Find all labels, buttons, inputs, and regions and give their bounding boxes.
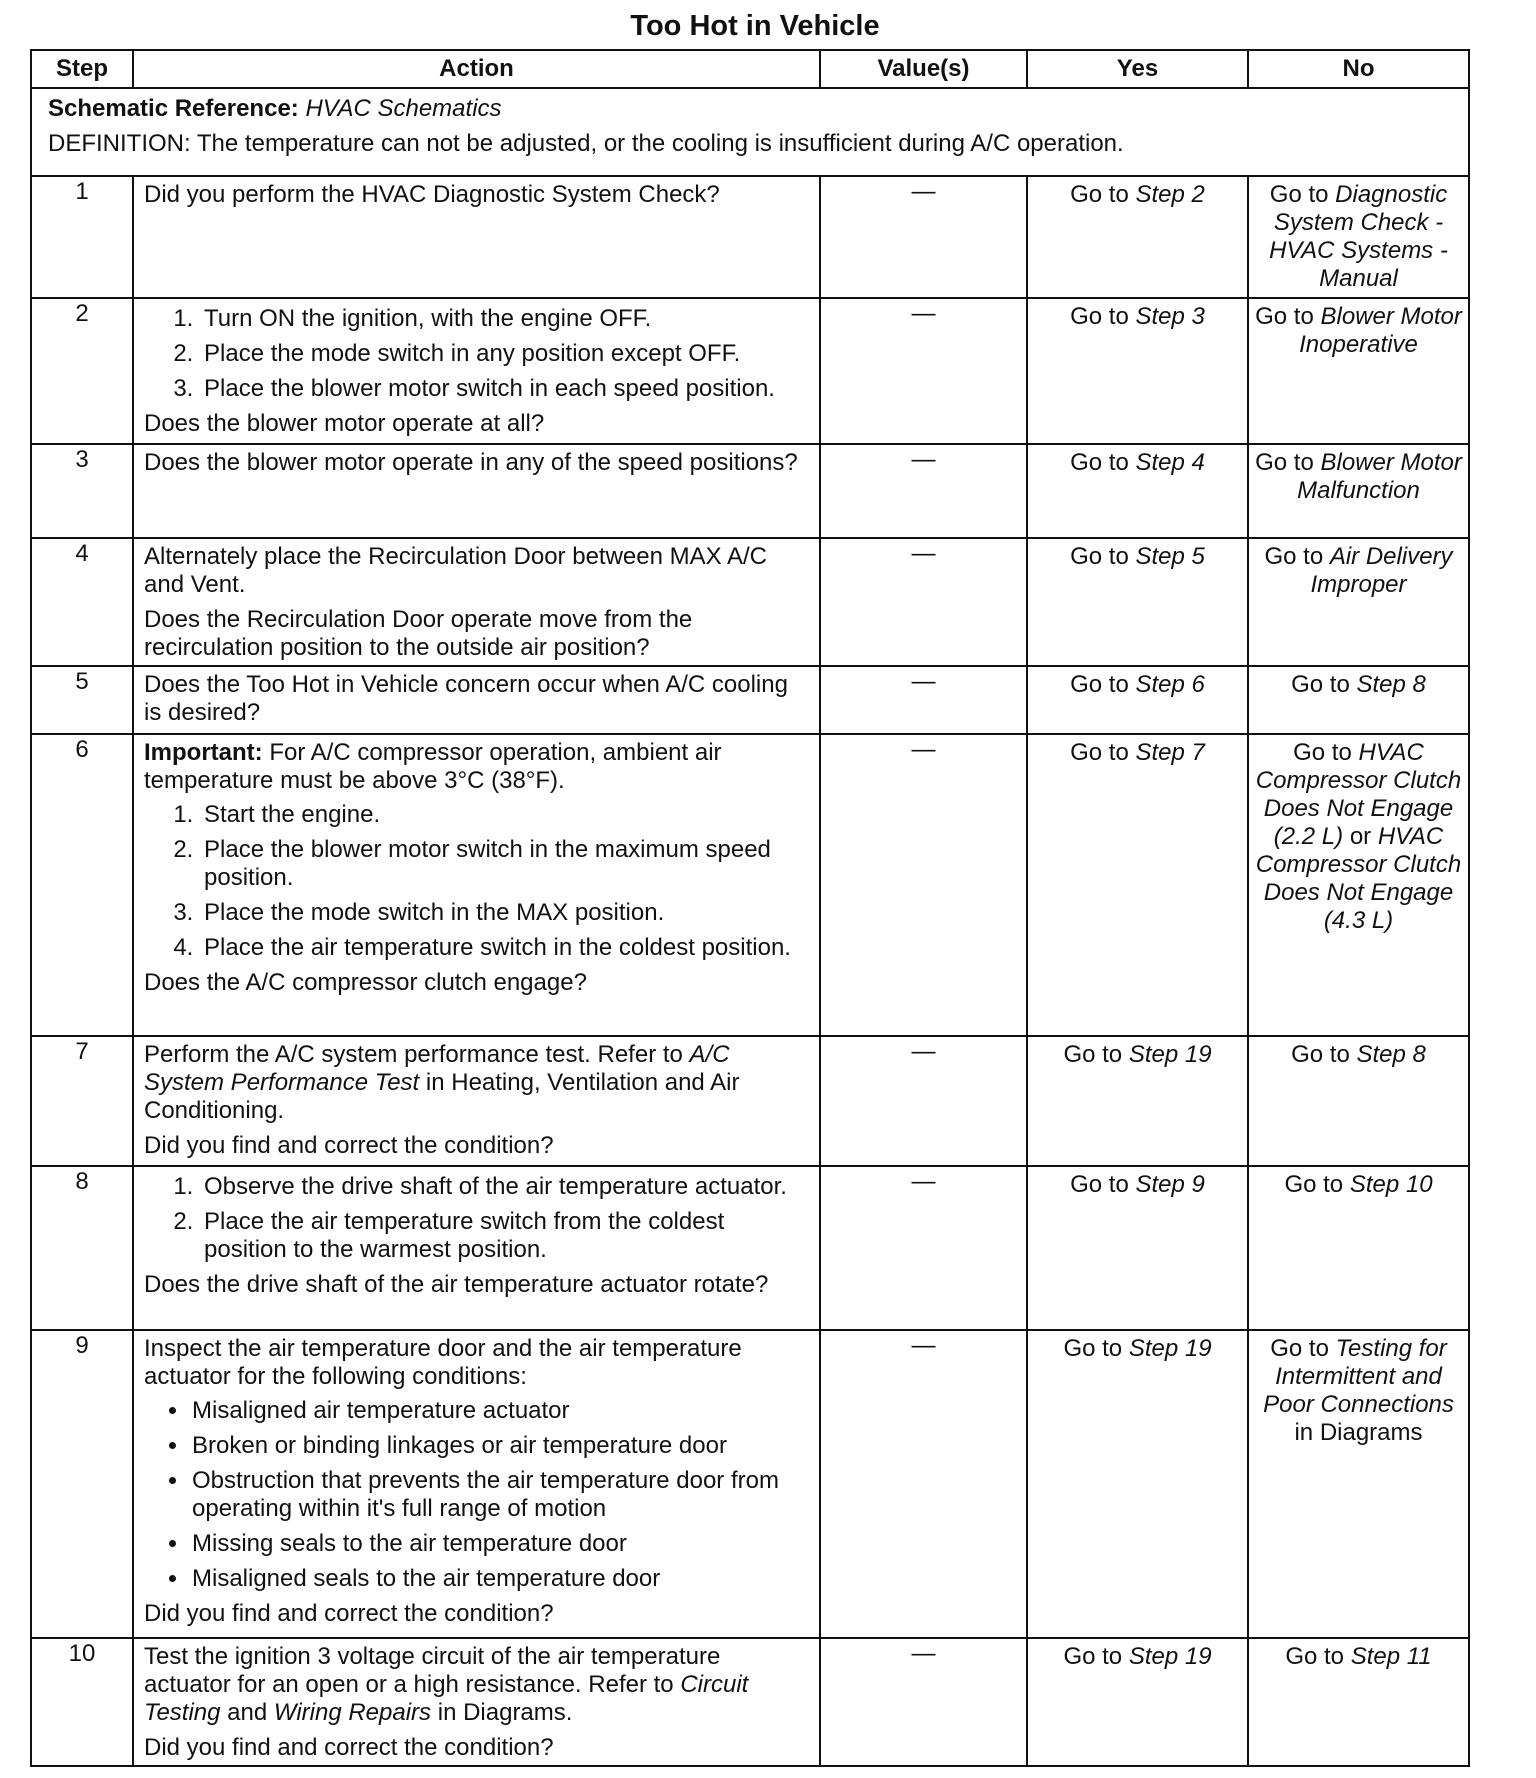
value-cell <box>820 298 1027 444</box>
no-link[interactable]: Blower Motor Inoperative <box>1299 303 1462 358</box>
no-link[interactable]: Step 8 <box>1356 1041 1426 1068</box>
table-row <box>31 1166 1469 1330</box>
value-dash: — <box>911 668 936 695</box>
schematic-reference-link[interactable]: HVAC Schematics <box>305 95 502 122</box>
go-to-text: Go to <box>1284 1171 1344 1198</box>
diagnostic-table <box>30 49 1470 1767</box>
action-step: 2. Place the air temperature switch from the coldest position to the warmest position. <box>200 1208 811 1264</box>
action-step: 4. Place the air temperature switch in the coldest position. <box>200 934 811 962</box>
action-text-post: in Diagrams. <box>437 1699 573 1726</box>
important-note <box>144 739 811 795</box>
action-text-pre: Perform the A/C system performance test. Refer to <box>144 1041 683 1068</box>
yes-cell <box>1027 1166 1248 1330</box>
reference-link[interactable]: A/C System Performance Test <box>144 1041 730 1096</box>
action-text <box>144 1041 811 1125</box>
reference-cell <box>31 88 1469 176</box>
no-cell <box>1248 666 1469 734</box>
value-cell <box>820 538 1027 666</box>
step-number: 3 <box>31 444 133 538</box>
action-step: 1. Start the engine. <box>200 801 811 829</box>
go-to-text: Go to <box>1291 671 1350 698</box>
action-text: Does the Too Hot in Vehicle concern occur when A/C cooling is desired? <box>144 671 788 726</box>
important-text: For A/C compressor operation, ambient air temperature must be above 3°C (38°F). <box>144 739 722 794</box>
action-cell <box>133 298 820 444</box>
no-cell <box>1248 1638 1469 1766</box>
yes-cell <box>1027 298 1248 444</box>
no-cell <box>1248 538 1469 666</box>
go-to-text: Go to <box>1070 1171 1129 1198</box>
table-row <box>31 538 1469 666</box>
no-link[interactable]: Testing for Intermittent and Poor Connections <box>1263 1335 1454 1418</box>
value-cell <box>820 176 1027 298</box>
no-cell <box>1248 176 1469 298</box>
action-cell <box>133 444 820 538</box>
yes-link[interactable]: Step 3 <box>1135 303 1205 330</box>
no-or-text: or <box>1349 823 1372 850</box>
no-link-a[interactable]: HVAC Compressor Clutch Does Not Engage (2.2 L) <box>1255 739 1462 850</box>
action-question: Does the blower motor operate at all? <box>144 410 545 437</box>
yes-cell <box>1027 734 1248 1036</box>
go-to-text: Go to <box>1070 671 1129 698</box>
go-to-text: Go to <box>1285 1643 1345 1670</box>
value-dash: — <box>911 540 936 567</box>
step-number: 4 <box>31 538 133 666</box>
no-link-b[interactable]: HVAC Compressor Clutch Does Not Engage (4.3 L) <box>1255 823 1462 934</box>
action-cell <box>133 1166 820 1330</box>
table-row <box>31 1036 1469 1166</box>
action-steps <box>144 801 811 962</box>
list-item: • Misaligned seals to the air temperature door <box>190 1565 811 1593</box>
value-dash: — <box>911 1168 936 1195</box>
no-link[interactable]: Air Delivery Improper <box>1310 543 1453 598</box>
yes-link[interactable]: Step 6 <box>1135 671 1205 698</box>
reference-link-b[interactable]: Wiring Repairs <box>273 1699 432 1726</box>
action-cell <box>133 538 820 666</box>
yes-link[interactable]: Step 2 <box>1135 181 1205 208</box>
value-cell <box>820 734 1027 1036</box>
value-cell <box>820 666 1027 734</box>
action-step: 1. Turn ON the ignition, with the engine OFF. <box>200 305 811 333</box>
yes-link[interactable]: Step 19 <box>1128 1041 1212 1068</box>
action-cell <box>133 1638 820 1766</box>
no-cell <box>1248 444 1469 538</box>
yes-link[interactable]: Step 7 <box>1135 739 1205 766</box>
header-values: Value(s) <box>820 50 1027 88</box>
action-question: Does the drive shaft of the air temperature actuator rotate? <box>144 1271 769 1298</box>
list-item: • Misaligned air temperature actuator <box>190 1397 811 1425</box>
go-to-text: Go to <box>1063 1041 1123 1068</box>
action-cell <box>133 734 820 1036</box>
go-to-text: Go to <box>1070 739 1129 766</box>
action-text: Inspect the air temperature door and the air temperature actuator for the following conditions: <box>144 1335 742 1390</box>
yes-cell <box>1027 1036 1248 1166</box>
go-to-text: Go to <box>1270 1335 1329 1362</box>
table-row <box>31 298 1469 444</box>
value-dash: — <box>911 446 936 473</box>
no-suffix-text: in Diagrams <box>1294 1419 1423 1446</box>
action-text: Did you perform the HVAC Diagnostic System Check? <box>144 181 720 208</box>
value-dash: — <box>911 1038 936 1065</box>
no-cell <box>1248 298 1469 444</box>
action-question: Does the Recirculation Door operate move from the recirculation position to the outside air position? <box>144 606 693 661</box>
no-link[interactable]: Step 10 <box>1349 1171 1433 1198</box>
value-cell <box>820 1036 1027 1166</box>
go-to-text: Go to <box>1070 303 1129 330</box>
no-cell <box>1248 734 1469 1036</box>
action-step: 3. Place the blower motor switch in each speed position. <box>200 375 811 403</box>
table-row <box>31 1638 1469 1766</box>
table-row <box>31 444 1469 538</box>
go-to-text: Go to <box>1063 1335 1123 1362</box>
schematic-reference-label: Schematic Reference: <box>48 95 299 122</box>
action-text-post: in Heating, Ventilation and Air Conditioning. <box>144 1069 740 1124</box>
no-link[interactable]: Diagnostic System Check - HVAC Systems - Manual <box>1269 181 1448 292</box>
action-question: Did you find and correct the condition? <box>144 1600 554 1627</box>
list-item: • Broken or binding linkages or air temperature door <box>190 1432 811 1460</box>
value-dash: — <box>911 736 936 763</box>
header-action: Action <box>133 50 820 88</box>
yes-cell <box>1027 444 1248 538</box>
header-step: Step <box>31 50 133 88</box>
action-steps <box>144 305 811 403</box>
action-step: 2. Place the mode switch in any position except OFF. <box>200 340 811 368</box>
step-number: 1 <box>31 176 133 298</box>
go-to-text: Go to <box>1070 449 1129 476</box>
action-text-pre: Test the ignition 3 voltage circuit of the air temperature actuator for an open or a high resistance. Refer to <box>144 1643 721 1698</box>
list-item: • Missing seals to the air temperature door <box>190 1530 811 1558</box>
no-link[interactable]: Step 8 <box>1356 671 1426 698</box>
action-question: Does the A/C compressor clutch engage? <box>144 969 587 996</box>
action-cell <box>133 1330 820 1638</box>
no-cell <box>1248 1330 1469 1638</box>
value-dash: — <box>911 1332 936 1359</box>
yes-link[interactable]: Step 19 <box>1128 1643 1212 1670</box>
go-to-text: Go to <box>1293 739 1352 766</box>
value-cell <box>820 444 1027 538</box>
value-cell <box>820 1638 1027 1766</box>
go-to-text: Go to <box>1269 181 1329 208</box>
yes-link[interactable]: Step 4 <box>1135 449 1205 476</box>
action-text: Alternately place the Recirculation Door between MAX A/C and Vent. <box>144 543 767 598</box>
table-row <box>31 176 1469 298</box>
value-dash: — <box>911 178 936 205</box>
action-cell <box>133 1036 820 1166</box>
important-label: Important: <box>144 739 263 766</box>
table-row <box>31 1330 1469 1638</box>
no-cell <box>1248 1036 1469 1166</box>
yes-cell <box>1027 1638 1248 1766</box>
action-text <box>144 1643 811 1727</box>
no-link[interactable]: Step 11 <box>1350 1643 1432 1670</box>
action-step: 2. Place the blower motor switch in the maximum speed position. <box>200 836 811 892</box>
go-to-text: Go to <box>1255 303 1314 330</box>
page-title: Too Hot in Vehicle <box>630 10 880 42</box>
step-number: 9 <box>31 1330 133 1638</box>
no-link[interactable]: Blower Motor Malfunction <box>1297 449 1462 504</box>
action-question: Did you find and correct the condition? <box>144 1132 554 1159</box>
reference-link-a[interactable]: Circuit Testing <box>144 1671 749 1726</box>
action-step: 3. Place the mode switch in the MAX position. <box>200 899 811 927</box>
list-item: • Obstruction that prevents the air temperature door from operating within it's full range of motion <box>190 1467 811 1523</box>
table-row <box>31 666 1469 734</box>
header-no: No <box>1248 50 1469 88</box>
go-to-text: Go to <box>1070 543 1129 570</box>
action-text: Does the blower motor operate in any of the speed positions? <box>144 449 798 476</box>
no-cell <box>1248 1166 1469 1330</box>
reference-row <box>31 88 1469 176</box>
action-question: Did you find and correct the condition? <box>144 1734 554 1761</box>
header-yes: Yes <box>1027 50 1248 88</box>
go-to-text: Go to <box>1063 1643 1123 1670</box>
go-to-text: Go to <box>1264 543 1324 570</box>
yes-link[interactable]: Step 5 <box>1135 543 1205 570</box>
go-to-text: Go to <box>1291 1041 1350 1068</box>
table-row <box>31 734 1469 1036</box>
step-number: 5 <box>31 666 133 734</box>
action-step: 1. Observe the drive shaft of the air temperature actuator. <box>200 1173 811 1201</box>
yes-link[interactable]: Step 9 <box>1135 1171 1205 1198</box>
value-cell <box>820 1330 1027 1638</box>
value-dash: — <box>911 300 936 327</box>
value-cell <box>820 1166 1027 1330</box>
yes-cell <box>1027 538 1248 666</box>
step-number: 2 <box>31 298 133 444</box>
action-text-and: and <box>227 1699 268 1726</box>
yes-cell <box>1027 666 1248 734</box>
header-row <box>31 50 1469 88</box>
action-cell <box>133 666 820 734</box>
go-to-text: Go to <box>1070 181 1129 208</box>
step-number: 6 <box>31 734 133 1036</box>
step-number: 8 <box>31 1166 133 1330</box>
yes-link[interactable]: Step 19 <box>1128 1335 1212 1362</box>
step-number: 7 <box>31 1036 133 1166</box>
value-dash: — <box>911 1640 936 1667</box>
action-cell <box>133 176 820 298</box>
step-number: 10 <box>31 1638 133 1766</box>
action-steps <box>144 1173 811 1264</box>
yes-cell <box>1027 1330 1248 1638</box>
definition-text: DEFINITION: The temperature can not be adjusted, or the cooling is insufficient during A/C operation. <box>48 130 1124 157</box>
yes-cell <box>1027 176 1248 298</box>
condition-list <box>144 1397 811 1593</box>
go-to-text: Go to <box>1255 449 1314 476</box>
